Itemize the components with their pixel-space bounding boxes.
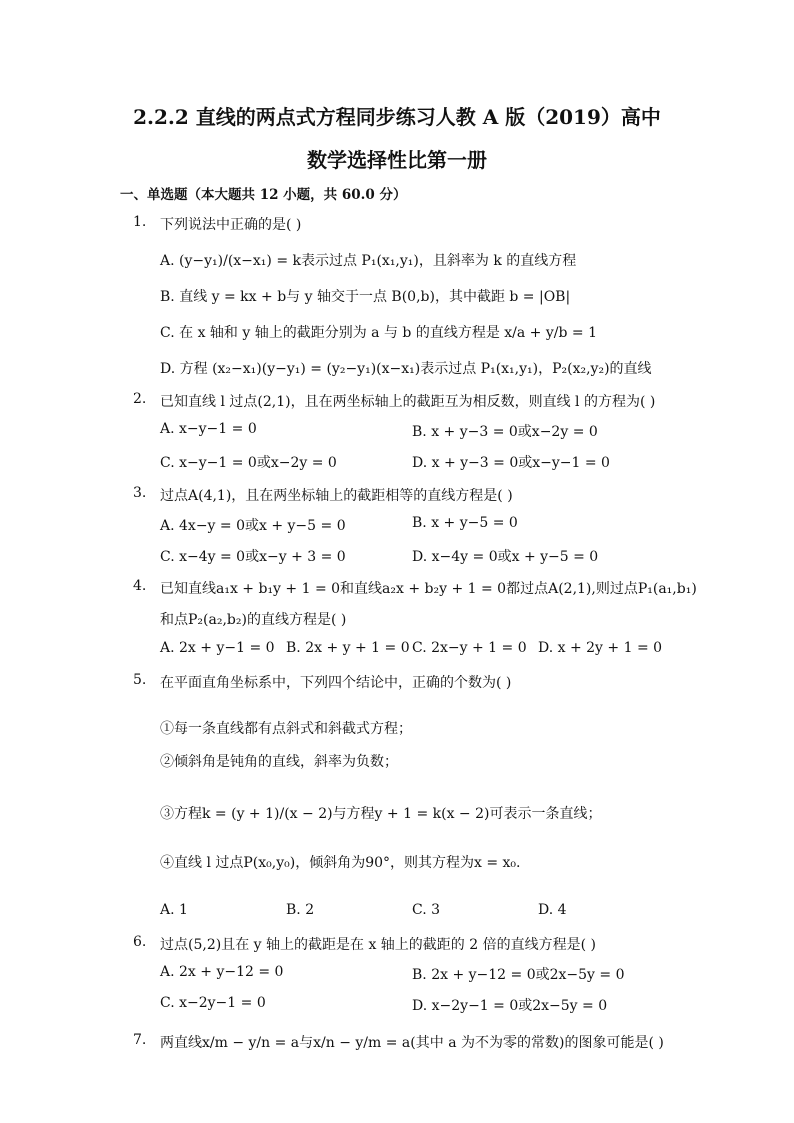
question-4-option-c: C. 2x−y + 1 = 0 [412, 640, 527, 656]
question-3-option-b: B. x + y−5 = 0 [412, 515, 518, 531]
question-4-stem: 已知直线a₁x + b₁y + 1 = 0和直线a₂x + b₂y + 1 = 0都过点A(2,1),则过点P₁(a₁,b₁) [160, 581, 697, 597]
question-3-option-a: A. 4x−y = 0或x + y−5 = 0 [160, 518, 346, 534]
question-1-number: 1. [133, 214, 147, 230]
question-4-number: 4. [133, 578, 147, 594]
question-2-option-b: B. x + y−3 = 0或x−2y = 0 [412, 424, 598, 440]
question-5-option-a: A. 1 [160, 902, 188, 918]
question-5-item-3: ③方程k = (y + 1)/(x − 2)与方程y + 1 = k(x − 2)可表示一条直线； [160, 806, 602, 822]
question-2-stem: 已知直线 l 过点(2,1)，且在两坐标轴上的截距互为相反数，则直线 l 的方程为( ) [160, 394, 656, 410]
question-6-option-d: D. x−2y−1 = 0或2x−5y = 0 [412, 998, 608, 1014]
question-4-stem-continued: 和点P₂(a₂,b₂)的直线方程是( ) [160, 612, 347, 628]
question-4-option-d: D. x + 2y + 1 = 0 [538, 640, 663, 656]
question-2-option-d: D. x + y−3 = 0或x−y−1 = 0 [412, 455, 610, 471]
question-6-stem: 过点(5,2)且在 y 轴上的截距是在 x 轴上的截距的 2 倍的直线方程是( ) [160, 937, 596, 953]
question-5-option-d: D. 4 [538, 902, 567, 918]
question-3-option-d: D. x−4y = 0或x + y−5 = 0 [412, 549, 599, 565]
section-heading: 一、单选题（本大题共 12 小题，共 60.0 分） [120, 187, 407, 203]
question-2-option-a: A. x−y−1 = 0 [160, 421, 257, 437]
question-4-option-a: A. 2x + y−1 = 0 [160, 640, 275, 656]
question-1-option-c: C. 在 x 轴和 y 轴上的截距分别为 a 与 b 的直线方程是 x/a + y/b = 1 [160, 325, 597, 341]
question-6-option-b: B. 2x + y−12 = 0或2x−5y = 0 [412, 967, 625, 983]
question-3-number: 3. [133, 485, 147, 501]
question-4-option-b: B. 2x + y + 1 = 0 [286, 640, 410, 656]
question-1-option-a: A. (y−y₁)/(x−x₁) = k表示过点 P₁(x₁,y₁)，且斜率为 k 的直线方程 [160, 253, 577, 269]
question-2-number: 2. [133, 391, 147, 407]
page-title-line1: 2.2.2 直线的两点式方程同步练习人教 A 版（2019）高中 [133, 105, 661, 129]
question-5-item-1: ①每一条直线都有点斜式和斜截式方程； [160, 721, 412, 737]
question-3-stem: 过点A(4,1)，且在两坐标轴上的截距相等的直线方程是( ) [160, 488, 513, 504]
question-1-option-d: D. 方程 (x₂−x₁)(y−y₁) = (y₂−y₁)(x−x₁)表示过点 P₁(x₁,y₁)，P₂(x₂,y₂)的直线 [160, 361, 652, 377]
question-5-item-2: ②倾斜角是钝角的直线，斜率为负数； [160, 754, 398, 770]
question-5-item-4: ④直线 l 过点P(x₀,y₀)，倾斜角为90°，则其方程为x = x₀. [160, 855, 521, 871]
question-6-number: 6. [133, 934, 147, 950]
question-6-option-c: C. x−2y−1 = 0 [160, 995, 266, 1011]
question-2-option-c: C. x−y−1 = 0或x−2y = 0 [160, 455, 337, 471]
question-5-number: 5. [133, 672, 147, 688]
question-5-option-b: B. 2 [286, 902, 315, 918]
question-1-stem: 下列说法中正确的是( ) [160, 217, 302, 233]
question-3-option-c: C. x−4y = 0或x−y + 3 = 0 [160, 549, 346, 565]
question-6-option-a: A. 2x + y−12 = 0 [160, 964, 284, 980]
question-7-stem: 两直线x/m − y/n = a与x/n − y/m = a(其中 a 为不为零的常数)的图象可能是( ) [160, 1035, 664, 1051]
page-title-line2: 数学选择性比第一册 [307, 148, 487, 172]
question-5-stem: 在平面直角坐标系中，下列四个结论中，正确的个数为( ) [160, 675, 512, 691]
question-5-option-c: C. 3 [412, 902, 441, 918]
question-7-number: 7. [133, 1032, 147, 1048]
question-1-option-b: B. 直线 y = kx + b与 y 轴交于一点 B(0,b)，其中截距 b = |OB| [160, 289, 571, 305]
